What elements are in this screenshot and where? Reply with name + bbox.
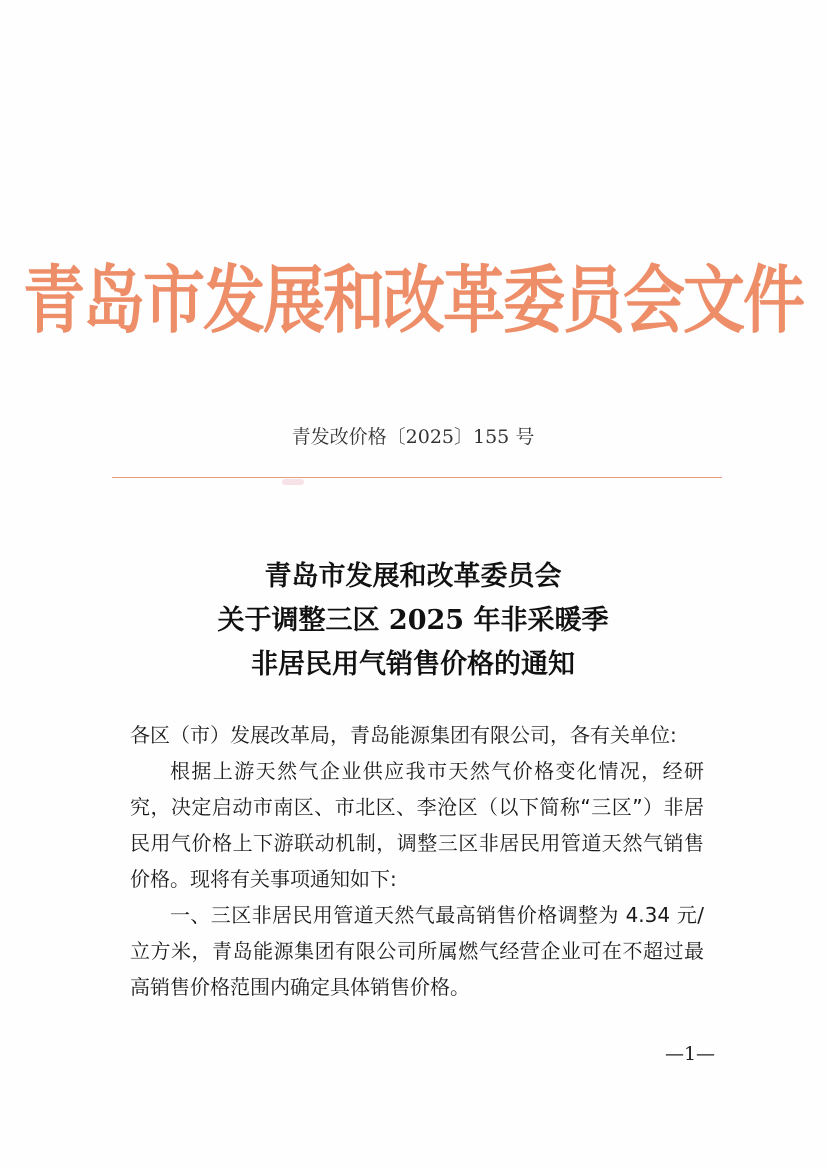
notice-title-line-1: 青岛市发展和改革委员会 <box>264 561 562 592</box>
notice-title-line-2: 关于调整三区 2025 年非采暖季 <box>217 605 609 636</box>
notice-body <box>130 717 704 1005</box>
masthead-divider <box>112 477 722 478</box>
body-paragraph-2: 一、三区非居民用管道天然气最高销售价格调整为 4.34 元/立方米，青岛能源集团有限公司所属燃气经营企业可在不超过最高销售价格范围内确定具体销售价格。 <box>130 903 704 999</box>
page-number: —1— <box>664 1043 716 1065</box>
seal-mark-icon <box>282 479 304 485</box>
body-paragraph-1: 根据上游天然气企业供应我市天然气价格变化情况，经研究，决定启动市南区、市北区、李沧区（以下简称“三区”）非居民用气价格上下游联动机制，调整三区非居民用管道天然气销售价格。现将有关事项通知如下: <box>130 759 704 891</box>
notice-title-line-3: 非居民用气销售价格的通知 <box>251 649 575 680</box>
document-number: 青发改价格〔2025〕155 号 <box>291 426 535 448</box>
addressee-line: 各区（市）发展改革局，青岛能源集团有限公司，各有关单位: <box>130 723 677 747</box>
notice-title <box>0 555 826 687</box>
document-masthead: 青岛市发展和改革委员会文件 <box>22 256 803 344</box>
